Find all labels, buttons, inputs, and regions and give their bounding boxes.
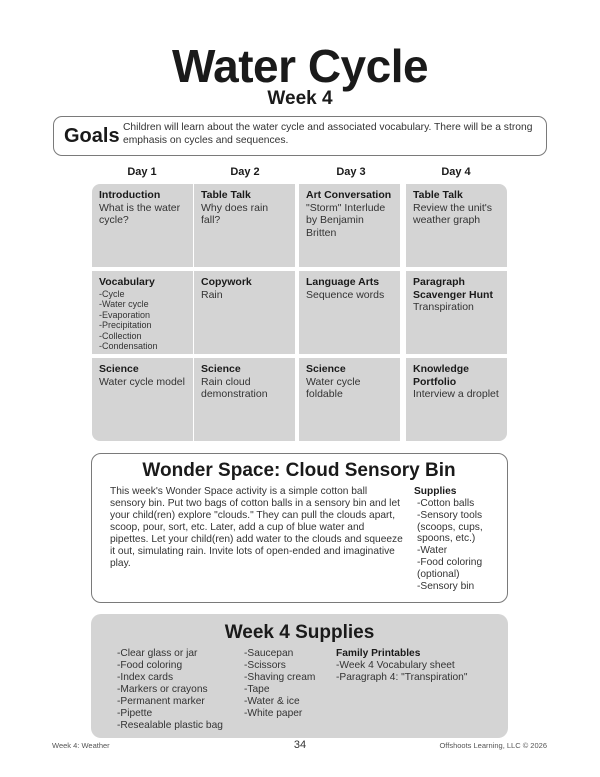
list-item: -White paper	[244, 708, 303, 719]
wonder-space-title: Wonder Space: Cloud Sensory Bin	[142, 460, 456, 481]
schedule-cell	[92, 271, 193, 354]
cell-text: What is the water cycle?	[99, 201, 181, 226]
supplies-column-2	[244, 648, 315, 720]
schedule-cell	[92, 184, 193, 267]
schedule-cell	[299, 358, 400, 441]
cell-text: Why does rain fall?	[201, 201, 269, 226]
list-item: -Sensory bin	[417, 580, 475, 592]
week-supplies-box	[91, 614, 508, 738]
cell-text: Water cycle foldable	[306, 375, 361, 400]
wonder-supplies-label: Supplies	[414, 486, 457, 497]
vocabulary-list	[99, 289, 187, 353]
wonder-supplies-list	[414, 498, 504, 592]
list-item: -Evaporation	[99, 309, 151, 320]
day-header-3: Day 3	[336, 166, 366, 178]
cell-title: Paragraph Scavenger Hunt	[413, 276, 493, 301]
cell-text: Interview a droplet	[413, 388, 499, 400]
cell-text: Transpiration	[413, 301, 474, 313]
list-item: -Food coloring (optional)	[417, 556, 483, 580]
list-item: -Water	[417, 545, 448, 557]
printables-column	[336, 648, 467, 684]
list-item: -Cotton balls	[417, 498, 475, 509]
list-item: -Shaving cream	[244, 672, 316, 683]
schedule-cell	[406, 184, 507, 267]
list-item: -Index cards	[117, 672, 174, 683]
cell-text: Sequence words	[306, 288, 385, 301]
list-item: -Water cycle	[99, 299, 149, 310]
goals-text: Children will learn about the water cycle and associated vocabulary. There will be a strong emphasis on cycles and sequences.	[123, 122, 533, 146]
cell-title: Art Conversation	[306, 189, 392, 201]
cell-title: Science	[201, 363, 241, 375]
list-item: -Collection	[99, 330, 142, 341]
list-item: -Scissors	[244, 660, 286, 671]
cell-title: Copywork	[201, 276, 252, 288]
wonder-space-box	[91, 453, 508, 603]
page-number: 34	[293, 739, 307, 751]
cell-title: Introduction	[99, 189, 161, 201]
schedule-cell	[299, 184, 400, 267]
day-header-1: Day 1	[127, 166, 157, 178]
list-item: -Clear glass or jar	[117, 648, 198, 659]
list-item: -Pipette	[117, 708, 153, 719]
cell-title: Table Talk	[413, 189, 463, 201]
list-item: -Week 4 Vocabulary sheet	[336, 660, 455, 671]
footer-unit: Week 4: Weather	[52, 741, 110, 750]
list-item: -Tape	[244, 684, 270, 695]
cell-title: Knowledge Portfolio	[413, 363, 470, 388]
page-subtitle: Week 4	[267, 88, 333, 109]
cell-title: Language Arts	[306, 276, 380, 288]
list-item: -Precipitation	[99, 320, 152, 331]
cell-title: Table Talk	[201, 189, 251, 201]
printables-label: Family Printables	[336, 648, 421, 659]
cell-text: Review the unit's weather graph	[413, 201, 493, 226]
list-item: -Condensation	[99, 341, 158, 352]
cell-text: "Storm" Interlude by Benjamin Britten	[306, 201, 386, 239]
supplies-column-1	[117, 648, 223, 732]
list-item: -Sensory tools (scoops, cups, spoons, etc.)	[417, 509, 483, 545]
schedule-cell	[406, 271, 507, 354]
schedule-cell	[406, 358, 507, 441]
list-item: -Saucepan	[244, 648, 294, 659]
schedule-cell	[194, 184, 295, 267]
goals-box	[53, 116, 547, 156]
list-item: -Permanent marker	[117, 696, 205, 707]
day-header-2: Day 2	[230, 166, 260, 178]
cell-title: Science	[99, 363, 139, 375]
wonder-space-text: This week's Wonder Space activity is a simple cotton ball sensory bin. Put two bags of cotton balls in a sensory bin and let your child(ren) explore "clouds." They can pull the clouds apart, scoop, pour, sort, etc. Later, add a cup of blue water and pipettes. Let your child(ren) add water to the clouds and squeeze it out, simulating rain. Invite lots of open-ended and imaginative play.	[110, 486, 403, 569]
day-header-4: Day 4	[441, 166, 471, 178]
schedule-cell	[194, 358, 295, 441]
list-item: -Resealable plastic bag	[117, 720, 223, 731]
footer-copyright: Offshoots Learning, LLC © 2026	[439, 741, 547, 750]
week-supplies-title: Week 4 Supplies	[224, 622, 375, 643]
list-item: -Paragraph 4: "Transpiration"	[336, 672, 468, 683]
list-item: -Food coloring	[117, 660, 183, 671]
page-title: Water Cycle	[171, 40, 429, 92]
list-item: -Water & ice	[244, 696, 300, 707]
schedule-cell	[194, 271, 295, 354]
schedule-cell	[92, 358, 193, 441]
list-item: -Markers or crayons	[117, 684, 208, 695]
goals-label: Goals	[64, 125, 120, 147]
cell-title: Vocabulary	[99, 276, 155, 288]
schedule-cell	[299, 271, 400, 354]
cell-title: Science	[306, 363, 346, 375]
cell-text: Rain cloud demonstration	[201, 375, 268, 400]
cell-text: Rain	[201, 288, 223, 301]
list-item: -Cycle	[99, 288, 125, 299]
cell-text: Water cycle model	[99, 375, 185, 388]
